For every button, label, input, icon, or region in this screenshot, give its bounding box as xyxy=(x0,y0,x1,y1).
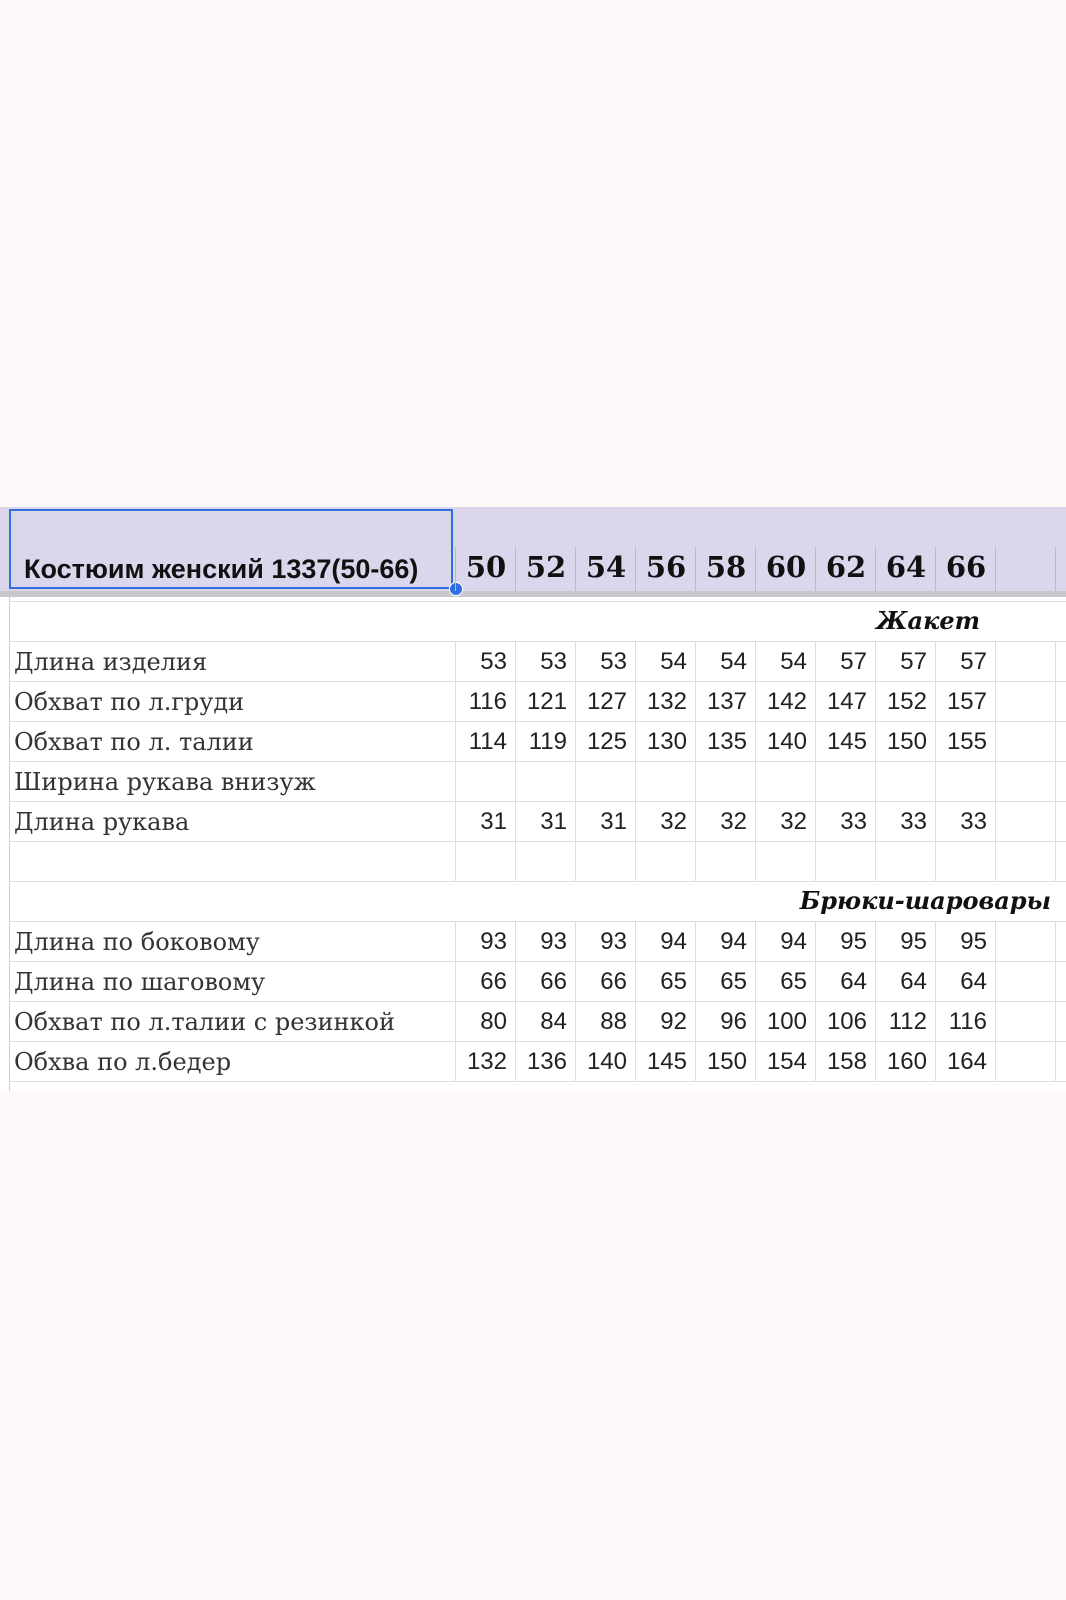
value-cell[interactable]: 145 xyxy=(826,728,867,755)
value-cell[interactable] xyxy=(756,841,816,881)
measurement-label[interactable]: Обхват по л.груди xyxy=(14,688,245,716)
header-col-divider xyxy=(575,547,576,591)
value-cell[interactable]: 100 xyxy=(766,1008,807,1035)
value-cell[interactable]: 65 xyxy=(660,968,687,995)
value-cell[interactable]: 152 xyxy=(886,688,927,715)
header-col-divider xyxy=(995,547,996,591)
table-row xyxy=(0,801,1066,841)
value-cell[interactable]: 125 xyxy=(586,728,627,755)
header-col-divider xyxy=(935,547,936,591)
value-cell[interactable]: 106 xyxy=(826,1008,867,1035)
measurement-label[interactable]: Длина изделия xyxy=(14,648,208,676)
value-cell[interactable]: 33 xyxy=(900,808,927,835)
value-cell[interactable]: 157 xyxy=(946,688,987,715)
value-cell[interactable] xyxy=(456,841,516,881)
value-cell[interactable]: 136 xyxy=(526,1048,567,1075)
table-row xyxy=(0,761,1066,801)
value-cell[interactable]: 137 xyxy=(706,688,747,715)
value-cell[interactable]: 150 xyxy=(706,1048,747,1075)
header-col-divider xyxy=(1055,547,1056,591)
value-cell[interactable] xyxy=(936,761,996,801)
value-cell[interactable]: 66 xyxy=(540,968,567,995)
value-cell[interactable]: 160 xyxy=(886,1048,927,1075)
value-cell[interactable] xyxy=(756,761,816,801)
table-row xyxy=(0,1041,1066,1081)
value-cell[interactable]: 54 xyxy=(720,648,747,675)
value-cell[interactable] xyxy=(696,841,756,881)
grid-line-row xyxy=(9,1081,1066,1082)
value-cell[interactable]: 33 xyxy=(840,808,867,835)
value-cell[interactable]: 93 xyxy=(480,928,507,955)
value-cell[interactable]: 150 xyxy=(886,728,927,755)
section-title[interactable]: Брюки-шаровары xyxy=(799,886,1051,915)
measurement-label[interactable]: Обхват по л. талии xyxy=(14,728,254,756)
value-cell[interactable]: 57 xyxy=(840,648,867,675)
size-header-66[interactable]: 66 xyxy=(945,550,987,584)
value-cell[interactable]: 53 xyxy=(480,648,507,675)
value-cell[interactable]: 53 xyxy=(600,648,627,675)
selected-cell-title[interactable] xyxy=(9,509,453,589)
measurement-label[interactable]: Длина рукава xyxy=(14,808,190,836)
value-cell[interactable]: 127 xyxy=(586,688,627,715)
value-cell[interactable] xyxy=(816,841,876,881)
value-cell[interactable]: 64 xyxy=(960,968,987,995)
value-cell[interactable]: 155 xyxy=(946,728,987,755)
measurement-label[interactable]: Длина по боковому xyxy=(14,928,260,956)
value-cell[interactable] xyxy=(456,761,516,801)
value-cell[interactable]: 94 xyxy=(720,928,747,955)
value-cell[interactable]: 33 xyxy=(960,808,987,835)
value-cell[interactable]: 116 xyxy=(468,688,507,715)
value-cell[interactable]: 158 xyxy=(826,1048,867,1075)
table-row xyxy=(0,641,1066,681)
value-cell[interactable]: 54 xyxy=(660,648,687,675)
value-cell[interactable]: 53 xyxy=(540,648,567,675)
measurement-label[interactable]: Обхват по л.талии с резинкой xyxy=(14,1008,395,1036)
value-cell[interactable]: 66 xyxy=(600,968,627,995)
value-cell[interactable] xyxy=(816,761,876,801)
value-cell[interactable]: 130 xyxy=(646,728,687,755)
value-cell[interactable]: 119 xyxy=(528,728,567,755)
size-header-62[interactable]: 62 xyxy=(825,550,867,584)
measurement-label[interactable]: Длина по шаговому xyxy=(14,968,266,996)
value-cell[interactable]: 164 xyxy=(946,1048,987,1075)
value-cell[interactable] xyxy=(636,841,696,881)
table-row xyxy=(0,921,1066,961)
value-cell[interactable]: 31 xyxy=(540,808,567,835)
size-header-56[interactable]: 56 xyxy=(645,550,687,584)
value-cell[interactable]: 57 xyxy=(960,648,987,675)
value-cell[interactable]: 95 xyxy=(900,928,927,955)
value-cell[interactable]: 32 xyxy=(720,808,747,835)
value-cell[interactable]: 84 xyxy=(540,1008,567,1035)
value-cell[interactable]: 135 xyxy=(706,728,747,755)
value-cell[interactable]: 80 xyxy=(480,1008,507,1035)
table-row xyxy=(0,961,1066,1001)
value-cell[interactable]: 88 xyxy=(600,1008,627,1035)
value-cell[interactable]: 64 xyxy=(900,968,927,995)
value-cell[interactable]: 132 xyxy=(646,688,687,715)
table-row xyxy=(0,721,1066,761)
value-cell[interactable] xyxy=(516,761,576,801)
value-cell[interactable]: 92 xyxy=(660,1008,687,1035)
value-cell[interactable]: 154 xyxy=(766,1048,807,1075)
table-row xyxy=(0,1001,1066,1041)
value-cell[interactable]: 93 xyxy=(600,928,627,955)
header-col-divider xyxy=(515,547,516,591)
value-cell[interactable]: 116 xyxy=(948,1008,987,1035)
header-col-divider xyxy=(635,547,636,591)
value-cell[interactable] xyxy=(876,841,936,881)
measurement-label[interactable]: Ширина рукава внизуж xyxy=(14,768,316,796)
value-cell[interactable]: 32 xyxy=(660,808,687,835)
value-cell[interactable] xyxy=(576,761,636,801)
value-cell[interactable]: 57 xyxy=(900,648,927,675)
section-title[interactable]: Жакет xyxy=(876,606,980,635)
header-col-divider xyxy=(875,547,876,591)
value-cell[interactable]: 93 xyxy=(540,928,567,955)
value-cell[interactable]: 54 xyxy=(780,648,807,675)
size-header-50[interactable]: 50 xyxy=(465,550,507,584)
value-cell[interactable]: 147 xyxy=(826,688,867,715)
header-col-divider xyxy=(455,547,456,591)
size-header-52[interactable]: 52 xyxy=(525,550,567,584)
header-col-divider xyxy=(755,547,756,591)
product-title: Костюим женский 1337(50-66) xyxy=(24,554,419,584)
value-cell[interactable]: 31 xyxy=(600,808,627,835)
value-cell[interactable]: 32 xyxy=(780,808,807,835)
value-cell[interactable]: 31 xyxy=(480,808,507,835)
header-col-divider xyxy=(815,547,816,591)
value-cell[interactable]: 94 xyxy=(660,928,687,955)
value-cell[interactable]: 66 xyxy=(480,968,507,995)
measurement-label[interactable]: Обхва по л.бедер xyxy=(14,1048,232,1076)
size-header-60[interactable]: 60 xyxy=(765,550,807,584)
value-cell[interactable]: 145 xyxy=(646,1048,687,1075)
header-col-divider xyxy=(695,547,696,591)
value-cell[interactable] xyxy=(936,841,996,881)
table-row xyxy=(0,681,1066,721)
size-header-64[interactable]: 64 xyxy=(885,550,927,584)
value-cell[interactable]: 64 xyxy=(840,968,867,995)
value-cell[interactable]: 95 xyxy=(840,928,867,955)
value-cell[interactable] xyxy=(516,841,576,881)
value-cell[interactable]: 140 xyxy=(586,1048,627,1075)
value-cell[interactable] xyxy=(876,761,936,801)
value-cell[interactable]: 112 xyxy=(888,1008,927,1035)
value-cell[interactable] xyxy=(696,761,756,801)
value-cell[interactable]: 132 xyxy=(466,1048,507,1075)
value-cell[interactable]: 95 xyxy=(960,928,987,955)
table-row xyxy=(0,841,1066,881)
frozen-row-divider xyxy=(0,591,1066,597)
size-header-54[interactable]: 54 xyxy=(585,550,627,584)
value-cell[interactable]: 94 xyxy=(780,928,807,955)
value-cell[interactable]: 142 xyxy=(766,688,807,715)
value-cell[interactable]: 140 xyxy=(766,728,807,755)
value-cell[interactable]: 114 xyxy=(468,728,507,755)
size-header-58[interactable]: 58 xyxy=(705,550,747,584)
value-cell[interactable]: 96 xyxy=(720,1008,747,1035)
value-cell[interactable]: 65 xyxy=(780,968,807,995)
spreadsheet xyxy=(0,507,1066,1091)
value-cell[interactable]: 65 xyxy=(720,968,747,995)
value-cell[interactable] xyxy=(576,841,636,881)
value-cell[interactable]: 121 xyxy=(526,688,567,715)
value-cell[interactable] xyxy=(636,761,696,801)
